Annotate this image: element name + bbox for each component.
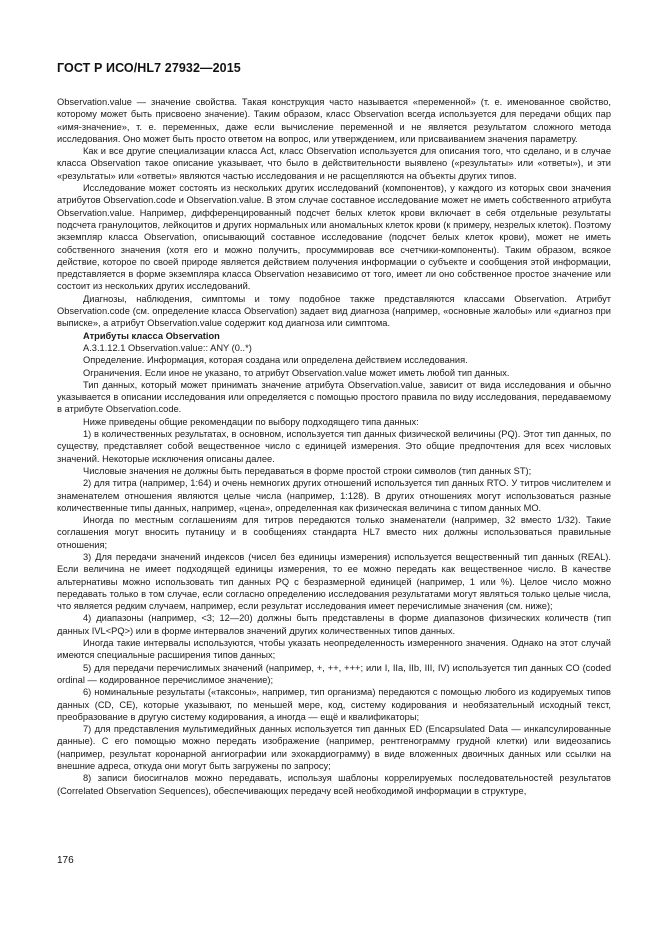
paragraph-observation-value: Observation.value — значение свойства. Такая конструкция часто называется «переменной» (т. е. именованное свойство, которому может быть присвоено значение). Таким образом, класс Observation всегда используется для передачи общих пар «имя-значение», т. е. переменных, даже если вычисление переменной и не является результатом сложного метода исследования. Оно может быть просто ответом на вопрос, или утверждением, или присваиванием значения параметру. — [57, 97, 611, 144]
page-number: 176 — [57, 855, 74, 866]
document-header: ГОСТ Р ИСО/HL7 27932—2015 — [57, 61, 241, 75]
section-heading-attributes: Атрибуты класса Observation — [83, 330, 220, 341]
paragraph-composite-observation: Исследование может состоять из нескольких других исследований (компонентов), у каждого из которых свои значения атрибутов Observation.code и Observation.value. В этом случае составное исследование может не иметь собственного атрибута Observation.value. Например, дифференцированный подсчет белых клеток крови включает в себя отдельные результаты подсчета гранулоцитов, лейкоцитов и других нормальных или аномальных клеток крови (к примеру, незрелых клеток). Поэтому экземпляр класса Observation, описывающий составное исследование (подсчет белых клеток крови), может не иметь собственного значения (хотя его и можно получить, просуммировав все счетчики-компоненты). Таким образом, всякое действие, которое по своей природе является действием получения информации о субъекте и сообщения этой информации, представляется в форме экземпляра класса Observation независимо от того, имеет ли оно собственное простое значение или состоит из нескольких других исследований. — [57, 183, 611, 292]
list-item-2-note-titers: Иногда по местным соглашениям для титров передаются только знаменатели (например, 32 вместо 1/32). Такие соглашения могут вносить путаницу и в сообщениях стандарта HL7 вместо них должны использоваться правильные отношения; — [57, 515, 611, 550]
paragraph-act-specialization: Как и все другие специализации класса Act, класс Observation используется для описания того, что сделано, и в случае класса Observation такое описание указывает, что было в действительности выявлено («результаты» или «ответы»), и эти «результаты» или «ответы» являются частью исследования и не расщепляются на объекты других типов. — [57, 146, 611, 181]
list-item-4-ranges: 4) диапазоны (например, <3; 12—20) должны быть представлены в форме диапазонов физических количеств (тип данных IVL<PQ>) или в форме интервалов значений других количественных типов данных. — [57, 613, 611, 636]
paragraph-recommendations-intro: Ниже приведены общие рекомендации по выбору подходящего типа данных: — [83, 416, 419, 427]
attribute-definition: Определение. Информация, которая создана или определена действием исследования. — [83, 355, 468, 366]
document-body — [57, 96, 611, 797]
list-item-1-note-st: Числовые значения не должны быть передаваться в форме простой строки символов (тип данных ST); — [83, 465, 532, 476]
attribute-constraints: Ограничения. Если иное не указано, то атрибут Observation.value может иметь любой тип данных. — [83, 367, 510, 378]
paragraph-datatype-depends: Тип данных, который может принимать значение атрибута Observation.value, зависит от вида исследования и обычно указывается в описании исследования или определяется с помощью простого правила по виду исследования, передаваемому в атрибуте Observation.code. — [57, 379, 611, 415]
list-item-6-cd-ce: 6) номинальные результаты («таксоны», например, тип организма) передаются с помощью любого из кодируемых типов данных (CD, CE), которые указывают, по меньшей мере, код, систему кодирования и необязательный исходный текст, преобразование в другую систему кодирования, а иногда — ещё и квалификаторы; — [57, 687, 611, 722]
list-item-7-ed: 7) для представления мультимедийных данных используется тип данных ED (Encapsulated Data — инкапсулированные данные). С его помощью можно передать изображение (например, рентгенограмму грудной клетки) или видеозапись (например, результат коронарной ангиографии или эхокардиограмму) в виде вложенных двоичных данных или ссылки на внешние адреса, откуда они могут быть загружены по запросу; — [57, 724, 611, 772]
list-item-8-biosignals: 8) записи биосигналов можно передавать, используя шаблоны коррелируемых последовательностей результатов (Correlated Observation Sequences), обеспечивающих передачу всей необходимой информации в структуре, — [57, 773, 611, 796]
list-item-3-real: 3) Для передачи значений индексов (чисел без единицы измерения) используется вещественный тип данных (REAL). Если величина не имеет подходящей единицы измерения, то ее можно передать как вещественное число. В качестве альтернативы можно использовать тип данных PQ с безразмерной единицей (например, 1 или %). Целое число можно передавать только в том случае, если согласно определению исследования результатами могут являться только целые числа, что является редким случаем, например, если результат исследования имеет перечислимые значения (см. ниже); — [57, 551, 611, 612]
attribute-signature: А.3.1.12.1 Observation.value:: ANY (0..*) — [83, 342, 252, 353]
list-item-5-co: 5) для передачи перечислимых значений (например, +, ++, +++; или I, IIa, IIb, III, IV) используется тип данных CO (coded ordinal — кодированное перечислимое значение); — [57, 662, 611, 685]
list-item-1-pq: 1) в количественных результатах, в основном, используется тип данных физической величины (PQ). Этот тип данных, по существу, представляет собой вещественное число с единицей измерения. Это общие предпочтения для всех числовых значений. Некоторые исключения описаны далее. — [57, 429, 611, 464]
paragraph-diagnoses: Диагнозы, наблюдения, симптомы и тому подобное также представляются классами Observation. Атрибут Observation.code (см. определение класса Observation) задает вид диагноза (например, «основные жалобы» или «диагноз при выписке», а атрибут Observation.value содержит код диагноза или симптома. — [57, 293, 611, 329]
list-item-2-rto: 2) для титра (например, 1:64) и очень немногих других отношений используется тип данных RTO. У титров числителем и знаменателем отношения являются целые числа (например, 1:128). В других отношениях могут использоваться разные количественные типы данных, например, «цена», определенная как физическая величина с типом данных МО. — [57, 478, 611, 513]
list-item-4-note-intervals: Иногда такие интервалы используются, чтобы указать неопределенность измеренного значения. Однако на этот случай имеются специальные расширения типов данных; — [57, 638, 611, 661]
